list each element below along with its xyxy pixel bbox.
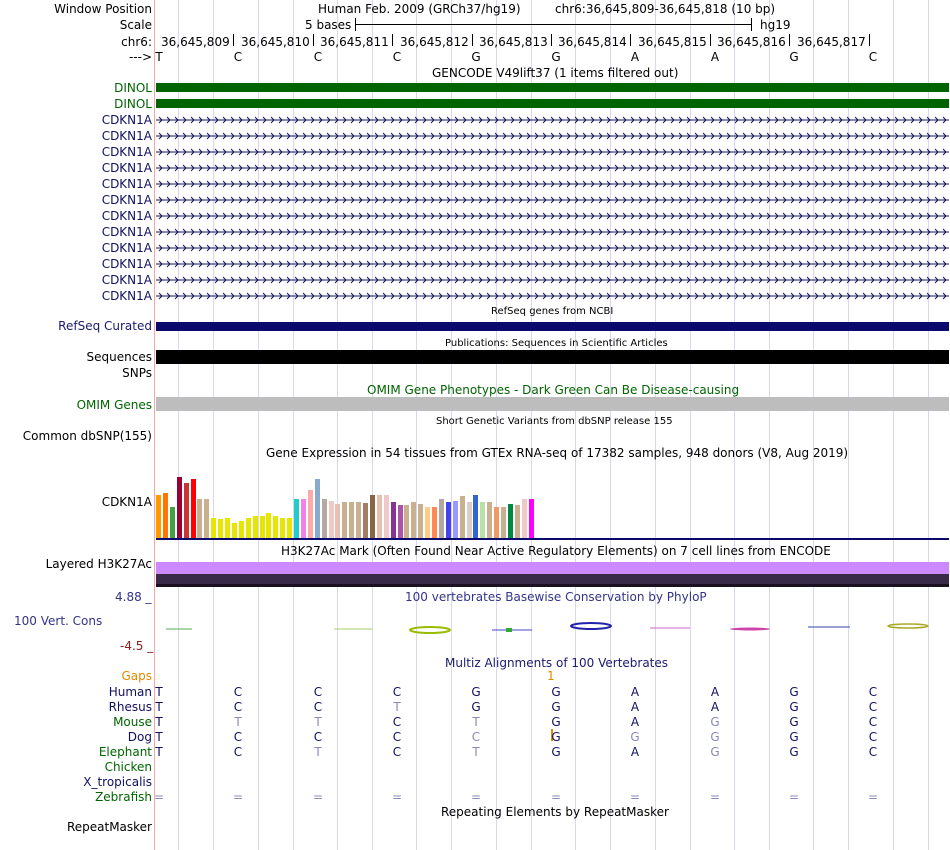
gencode-dinol-label[interactable]: DINOL	[114, 81, 152, 95]
chrom-label: chr6:	[121, 35, 152, 49]
sequences-bar[interactable]	[156, 350, 949, 364]
aligned-base: G	[551, 730, 561, 744]
ruler-tick-label: 36,645,812	[400, 35, 469, 49]
aligned-base: T	[472, 715, 480, 729]
gencode-cdkn1a-label[interactable]: CDKN1A	[101, 177, 152, 191]
ruler-tick-label: 36,645,810	[241, 35, 310, 49]
base-letter: C	[233, 50, 243, 64]
aligned-base: A	[630, 700, 640, 714]
gtex-tissue-bar[interactable]	[342, 502, 347, 538]
aligned-base: T	[234, 715, 242, 729]
gtex-tissue-bar[interactable]	[398, 505, 403, 538]
base-letter: C	[392, 50, 402, 64]
aligned-base: G	[710, 745, 720, 759]
aligned-base: C	[868, 715, 878, 729]
gtex-tissue-bar[interactable]	[522, 499, 527, 538]
cons-mark	[730, 628, 770, 631]
aligned-base: A	[630, 715, 640, 729]
gencode-cdkn1a-label[interactable]: CDKN1A	[101, 273, 152, 287]
aligned-base: C	[392, 730, 402, 744]
gtex-tissue-bar[interactable]	[377, 495, 382, 538]
gtex-tissue-bar[interactable]	[494, 507, 499, 538]
omim-title: OMIM Gene Phenotypes - Dark Green Can Be Disease-causing	[367, 383, 740, 397]
species-label[interactable]: Chicken	[104, 760, 152, 774]
gtex-tissue-bar[interactable]	[411, 502, 416, 538]
ruler-tick	[789, 34, 790, 46]
strand-label: --->	[128, 50, 152, 64]
ruler-tick-label: 36,645,811	[320, 35, 389, 49]
aligned-base: C	[392, 685, 402, 699]
ruler-tick-label: 36,645,809	[161, 35, 230, 49]
gencode-cdkn1a-label[interactable]: CDKN1A	[101, 209, 152, 223]
scale-bar-left-end	[355, 18, 356, 31]
gtex-tissue-bar[interactable]	[184, 483, 189, 538]
gtex-tissue-bar[interactable]	[370, 495, 375, 538]
aligned-base: C	[313, 730, 323, 744]
aligned-base: =	[788, 790, 800, 804]
aligned-base: =	[709, 790, 721, 804]
gtex-tissue-bar[interactable]	[170, 507, 175, 538]
h3k27ac-title: H3K27Ac Mark (Often Found Near Active Regulatory Elements) on 7 cell lines from ENCODE	[281, 544, 831, 558]
position-text[interactable]: chr6:36,645,809-36,645,818 (10 bp)	[555, 2, 776, 16]
gtex-tissue-bar[interactable]	[508, 504, 513, 538]
aligned-base: T	[314, 745, 322, 759]
aligned-base: A	[630, 685, 640, 699]
gtex-tissue-bar[interactable]	[418, 504, 423, 538]
guideline	[372, 0, 373, 850]
assembly-text: Human Feb. 2009 (GRCh37/hg19)	[318, 2, 521, 16]
gtex-tissue-bar[interactable]	[280, 518, 285, 538]
gencode-cdkn1a-transcript[interactable]	[156, 291, 949, 301]
refseq-label[interactable]: RefSeq Curated	[58, 319, 152, 333]
aligned-base: T	[472, 745, 480, 759]
base-letter: A	[630, 50, 640, 64]
ruler-tick-label: 36,645,813	[479, 35, 548, 49]
guideline	[734, 0, 735, 850]
aligned-base: =	[153, 790, 165, 804]
ruler-tick	[630, 34, 631, 46]
ruler-tick	[233, 34, 234, 46]
gtex-tissue-bar[interactable]	[391, 502, 396, 538]
gtex-tissue-bar[interactable]	[315, 479, 320, 538]
species-label[interactable]: X_tropicalis	[83, 775, 152, 789]
ruler-tick	[869, 34, 870, 46]
gencode-cdkn1a-transcript[interactable]	[156, 259, 949, 269]
h3k27ac-layer-top[interactable]	[156, 562, 949, 574]
guideline	[769, 0, 770, 850]
gencode-cdkn1a-transcript[interactable]	[156, 227, 949, 237]
gtex-tissue-bar[interactable]	[460, 496, 465, 538]
gtex-tissue-bar[interactable]	[204, 499, 209, 538]
guideline	[690, 0, 691, 850]
gtex-label[interactable]: CDKN1A	[101, 495, 152, 509]
gencode-cdkn1a-transcript[interactable]	[156, 131, 949, 141]
omim-bar[interactable]	[156, 397, 949, 411]
gencode-cdkn1a-label[interactable]: CDKN1A	[101, 129, 152, 143]
gencode-title: GENCODE V49lift37 (1 items filtered out)	[432, 66, 679, 80]
aligned-base: A	[710, 685, 720, 699]
aligned-base: G	[710, 715, 720, 729]
gtex-tissue-bar[interactable]	[211, 518, 216, 538]
aligned-base: C	[868, 700, 878, 714]
species-label[interactable]: Rhesus	[108, 700, 152, 714]
aligned-base: C	[313, 700, 323, 714]
gencode-dinol-label[interactable]: DINOL	[114, 97, 152, 111]
gtex-tissue-bar[interactable]	[467, 502, 472, 538]
cons-mark	[571, 623, 611, 629]
gencode-cdkn1a-label[interactable]: CDKN1A	[101, 289, 152, 303]
aligned-base: C	[233, 700, 243, 714]
aligned-base: T	[155, 715, 163, 729]
aligned-base: =	[232, 790, 244, 804]
aligned-base: C	[868, 730, 878, 744]
gtex-tissue-bar[interactable]	[363, 503, 368, 538]
gtex-tissue-bar[interactable]	[356, 502, 361, 538]
gencode-cdkn1a-transcript[interactable]	[156, 179, 949, 189]
gencode-cdkn1a-label[interactable]: CDKN1A	[101, 161, 152, 175]
aligned-base: T	[155, 745, 163, 759]
gap-count: 1	[547, 669, 555, 683]
species-label[interactable]: Mouse	[113, 715, 152, 729]
gencode-cdkn1a-label[interactable]: CDKN1A	[101, 241, 152, 255]
gtex-tissue-bar[interactable]	[453, 501, 458, 538]
cons-mark	[506, 628, 512, 632]
scale-bar	[355, 24, 751, 25]
repeatmasker-label[interactable]: RepeatMasker	[66, 820, 152, 834]
base-letter: G	[551, 50, 561, 64]
gtex-tissue-bar[interactable]	[425, 507, 430, 538]
aligned-base: T	[314, 715, 322, 729]
gtex-tissue-bar[interactable]	[232, 523, 237, 538]
aligned-base: G	[710, 730, 720, 744]
base-letter: G	[789, 50, 799, 64]
gtex-tissue-bar[interactable]	[191, 479, 196, 538]
guideline	[337, 0, 338, 850]
gencode-cdkn1a-transcript[interactable]	[156, 211, 949, 221]
omim-label[interactable]: OMIM Genes	[76, 398, 152, 412]
ruler-tick	[313, 34, 314, 46]
window-position-label: Window Position	[54, 2, 152, 16]
h3k27ac-layer-bottom	[156, 584, 949, 587]
gtex-tissue-bar[interactable]	[329, 501, 334, 538]
gtex-tissue-bar[interactable]	[301, 499, 306, 538]
gtex-tissue-bar[interactable]	[439, 499, 444, 538]
gtex-tissue-bar[interactable]	[515, 505, 520, 538]
refseq-bar[interactable]	[156, 322, 949, 331]
aligned-base: =	[867, 790, 879, 804]
repeatmasker-title: Repeating Elements by RepeatMasker	[441, 805, 669, 819]
guideline	[813, 0, 814, 850]
aligned-base: C	[233, 685, 243, 699]
ruler-tick	[392, 34, 393, 46]
gencode-cdkn1a-label[interactable]: CDKN1A	[101, 225, 152, 239]
species-label[interactable]: Human	[108, 685, 152, 699]
cons-min: -4.5 _	[120, 639, 154, 653]
species-label[interactable]: Dog	[127, 730, 152, 744]
gencode-dinol-bar[interactable]	[156, 83, 949, 92]
gtex-tissue-bar[interactable]	[480, 502, 485, 538]
species-label[interactable]: Elephant	[98, 745, 152, 759]
aligned-base: G	[789, 685, 799, 699]
guideline	[893, 0, 894, 850]
gencode-cdkn1a-transcript[interactable]	[156, 163, 949, 173]
gencode-cdkn1a-transcript[interactable]	[156, 115, 949, 125]
gtex-chart[interactable]	[156, 460, 949, 538]
gtex-tissue-bar[interactable]	[177, 477, 182, 538]
cons-plot[interactable]	[156, 606, 949, 646]
aligned-base: A	[710, 700, 720, 714]
gtex-tissue-bar[interactable]	[246, 518, 251, 538]
aligned-base: C	[392, 715, 402, 729]
h3k27ac-layer-mid	[156, 574, 949, 584]
aligned-base: C	[233, 730, 243, 744]
scale-bar-right-end	[751, 18, 752, 31]
gencode-cdkn1a-transcript[interactable]	[156, 275, 949, 285]
gencode-cdkn1a-transcript[interactable]	[156, 195, 949, 205]
gtex-tissue-bar[interactable]	[156, 495, 161, 538]
gtex-tissue-bar[interactable]	[273, 516, 278, 538]
gtex-tissue-bar[interactable]	[446, 502, 451, 538]
guideline	[258, 0, 259, 850]
sequences-label[interactable]: Sequences	[86, 350, 152, 364]
snps-label[interactable]: SNPs	[122, 366, 152, 380]
aligned-base: G	[471, 685, 481, 699]
gtex-tissue-bar[interactable]	[225, 518, 230, 538]
gtex-tissue-bar[interactable]	[487, 502, 492, 538]
base-letter: T	[155, 50, 163, 64]
aligned-base: G	[551, 685, 561, 699]
guideline	[416, 0, 417, 850]
cons-label[interactable]: 100 Vert. Cons	[14, 614, 103, 628]
scale-db: hg19	[760, 18, 791, 32]
aligned-base: =	[550, 790, 562, 804]
ruler-tick-label: 36,645,814	[558, 35, 627, 49]
aligned-base: G	[789, 700, 799, 714]
ruler-tick	[472, 34, 473, 46]
gtex-baseline	[156, 538, 949, 540]
aligned-base: G	[551, 700, 561, 714]
base-letter: G	[471, 50, 481, 64]
base-letter: C	[313, 50, 323, 64]
aligned-base: A	[630, 745, 640, 759]
ruler-tick-label: 36,645,816	[717, 35, 786, 49]
aligned-base: T	[155, 700, 163, 714]
scale-label: Scale	[119, 18, 152, 32]
cons-max: 4.88 _	[115, 590, 152, 604]
scale-text: 5 bases	[305, 18, 352, 32]
cons-mark	[888, 624, 928, 628]
aligned-base: G	[789, 715, 799, 729]
gtex-title: Gene Expression in 54 tissues from GTEx RNA-seq of 17382 samples, 948 donors (V8, Aug 2019)	[266, 446, 849, 460]
gaps-label[interactable]: Gaps	[121, 669, 152, 683]
gtex-tissue-bar[interactable]	[404, 505, 409, 538]
gtex-tissue-bar[interactable]	[384, 495, 389, 538]
gtex-tissue-bar[interactable]	[218, 519, 223, 538]
guideline	[293, 0, 294, 850]
aligned-base: C	[868, 745, 878, 759]
guideline	[213, 0, 214, 850]
gencode-cdkn1a-transcript[interactable]	[156, 243, 949, 253]
publications-title: Publications: Sequences in Scientific Articles	[445, 338, 668, 349]
gtex-tissue-bar[interactable]	[349, 502, 354, 538]
gtex-tissue-bar[interactable]	[432, 507, 437, 538]
aligned-base: G	[630, 730, 640, 744]
aligned-base: C	[392, 745, 402, 759]
guideline	[928, 0, 929, 850]
gencode-cdkn1a-label[interactable]: CDKN1A	[101, 257, 152, 271]
aligned-base: G	[471, 700, 481, 714]
gtex-tissue-bar[interactable]	[308, 490, 313, 538]
aligned-base: C	[233, 745, 243, 759]
gtex-tissue-bar[interactable]	[501, 507, 506, 538]
multiz-title: Multiz Alignments of 100 Vertebrates	[445, 656, 669, 670]
gencode-cdkn1a-label[interactable]: CDKN1A	[101, 145, 152, 159]
species-label[interactable]: Zebrafish	[95, 790, 152, 804]
gtex-tissue-bar[interactable]	[529, 499, 534, 538]
gtex-tissue-bar[interactable]	[322, 499, 327, 538]
guideline	[178, 0, 179, 850]
gtex-tissue-bar[interactable]	[287, 518, 292, 538]
aligned-base: =	[470, 790, 482, 804]
ruler-tick-label: 36,645,817	[797, 35, 866, 49]
aligned-base: G	[789, 745, 799, 759]
aligned-base: T	[155, 685, 163, 699]
gencode-cdkn1a-label[interactable]: CDKN1A	[101, 193, 152, 207]
gencode-cdkn1a-label[interactable]: CDKN1A	[101, 113, 152, 127]
base-letter: A	[710, 50, 720, 64]
dbsnp-title: Short Genetic Variants from dbSNP release 155	[436, 416, 673, 427]
ruler-tick	[710, 34, 711, 46]
gtex-tissue-bar[interactable]	[473, 495, 478, 538]
gtex-tissue-bar[interactable]	[266, 513, 271, 538]
aligned-base: G	[551, 745, 561, 759]
gtex-tissue-bar[interactable]	[335, 504, 340, 538]
gencode-cdkn1a-transcript[interactable]	[156, 147, 949, 157]
gtex-tissue-bar[interactable]	[260, 516, 265, 538]
gtex-tissue-bar[interactable]	[163, 493, 168, 538]
ruler-tick	[551, 34, 552, 46]
guideline	[848, 0, 849, 850]
aligned-base: C	[313, 685, 323, 699]
h3k27ac-label[interactable]: Layered H3K27Ac	[45, 557, 152, 571]
aligned-base: =	[312, 790, 324, 804]
aligned-base: C	[471, 730, 481, 744]
ruler-tick-label: 36,645,815	[638, 35, 707, 49]
base-letter: C	[868, 50, 878, 64]
gtex-tissue-bar[interactable]	[239, 521, 244, 538]
gtex-tissue-bar[interactable]	[294, 499, 299, 538]
aligned-base: =	[391, 790, 403, 804]
gtex-tissue-bar[interactable]	[197, 499, 202, 538]
cons-title: 100 vertebrates Basewise Conservation by PhyloP	[405, 590, 707, 604]
gtex-tissue-bar[interactable]	[253, 516, 258, 538]
dbsnp-label[interactable]: Common dbSNP(155)	[22, 429, 152, 443]
aligned-base: T	[393, 700, 401, 714]
aligned-base: C	[868, 685, 878, 699]
aligned-base: G	[551, 715, 561, 729]
aligned-base: G	[789, 730, 799, 744]
cons-mark	[410, 627, 450, 633]
gencode-dinol-bar[interactable]	[156, 99, 949, 108]
aligned-base: =	[629, 790, 641, 804]
aligned-base: T	[155, 730, 163, 744]
refseq-title: RefSeq genes from NCBI	[491, 306, 614, 317]
